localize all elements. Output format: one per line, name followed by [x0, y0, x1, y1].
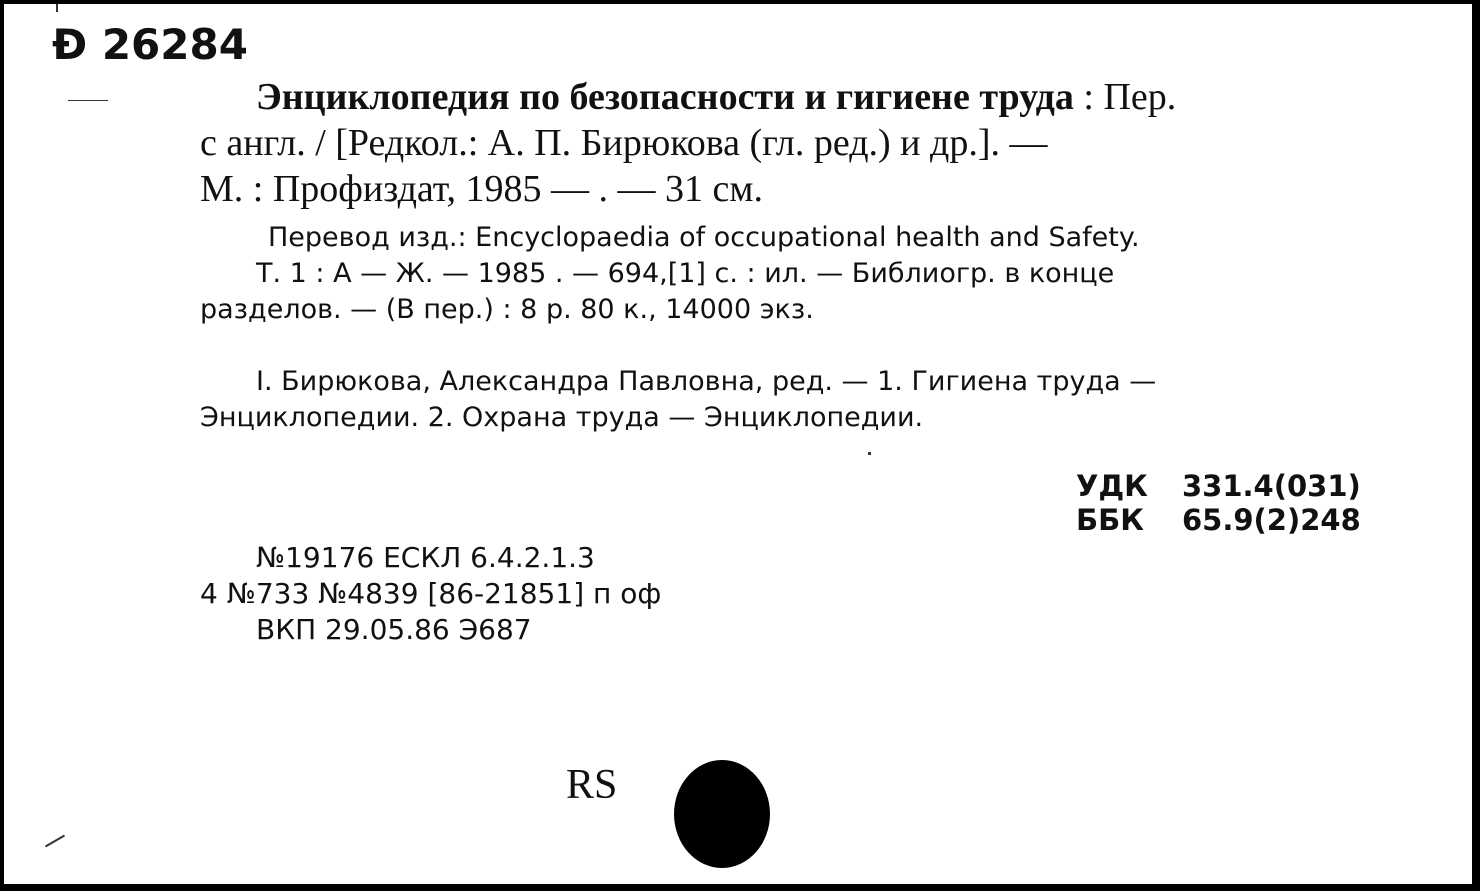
accession-line-3: ВКП 29.05.86 Э687: [256, 613, 532, 646]
udc-label: УДК: [1076, 469, 1148, 503]
subject-line-1: I. Бирюкова, Александра Павловна, ред. — 1. Гигиена труда —: [256, 366, 1157, 397]
title-line-1: [256, 78, 1176, 116]
bbk-label: ББК: [1076, 503, 1144, 537]
note-line-1: Перевод изд.: Encyclopaedia of occupational health and Safety.: [268, 222, 1140, 253]
note-line-2: Т. 1 : А — Ж. — 1985 . — 694,[1] с. : ил. — Библиогр. в конце: [256, 258, 1115, 289]
accession-line-2: 4 №733 №4839 [86-21851] п оф: [200, 577, 662, 610]
stamp-mark: RS: [566, 762, 618, 808]
accession-line-1: №19176 ЕСКЛ 6.4.2.1.3: [256, 541, 595, 574]
scan-speck: [45, 835, 65, 848]
subject-line-2: Энциклопедии. 2. Охрана труда — Энциклопедии.: [200, 402, 924, 433]
punched-hole: [674, 760, 770, 868]
title-line-2: с англ. / [Редкол.: А. П. Бирюкова (гл. ред.) и др.]. —: [200, 122, 1048, 164]
udc-line: [1076, 469, 1361, 503]
scan-speck: [68, 100, 108, 101]
scan-speck: [868, 452, 871, 455]
bbk-value: 65.9(2)248: [1182, 503, 1361, 537]
title-rest: : Пер.: [1073, 76, 1177, 118]
title-bold: Энциклопедия по безопасности и гигиене труда: [256, 76, 1074, 118]
shelf-mark: Ð 26284: [52, 20, 248, 69]
bbk-line: [1076, 503, 1361, 537]
title-line-3: М. : Профиздат, 1985 — . — 31 см.: [200, 168, 763, 210]
udc-value: 331.4(031): [1182, 469, 1361, 503]
note-line-3: разделов. — (В пер.) : 8 р. 80 к., 14000 экз.: [200, 294, 814, 325]
catalog-card: [4, 4, 1472, 884]
scan-speck: [56, 4, 58, 12]
